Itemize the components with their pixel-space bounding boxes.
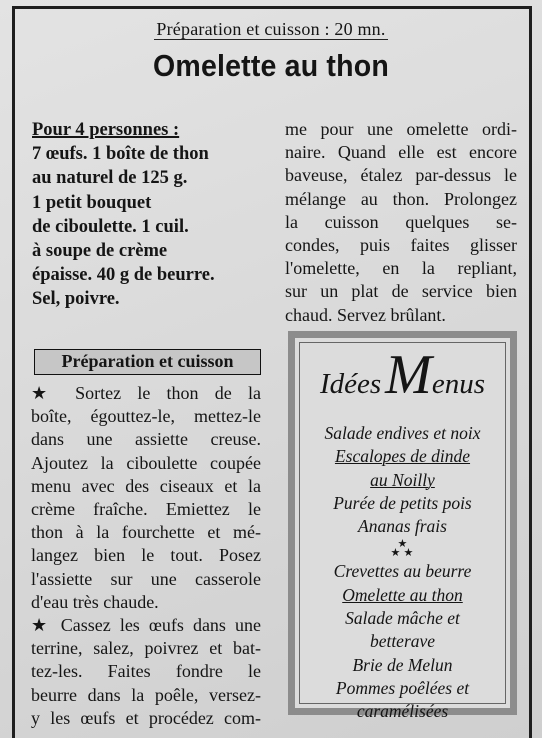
text-line: boîte, égouttez-le, mettez-le	[31, 406, 261, 427]
menu-item: Brie de Melun	[352, 654, 453, 675]
text-line: menu avec des ciseaux et la	[31, 475, 261, 496]
text-line: condes, puis faites glisser	[285, 235, 517, 256]
menu-title-initial: M	[385, 344, 432, 406]
ingredients-heading: Pour 4 personnes :	[32, 120, 180, 140]
prep-time	[0, 19, 542, 40]
menu-item: Crevettes au beurre	[333, 561, 472, 582]
menu-item-main: au Noilly	[370, 469, 435, 490]
text-line: chaud. Servez brûlant.	[285, 304, 446, 325]
menu-item: betterave	[369, 631, 436, 652]
ingredients-list	[32, 118, 272, 312]
text-line: sur un plat de service bien	[285, 281, 517, 302]
text-line: ★ Cassez les œufs dans une	[31, 615, 261, 636]
text-line: d'eau très chaude.	[31, 591, 159, 612]
preparation-text-right	[285, 118, 517, 327]
ingredient-line: au naturel de 125 g.	[32, 168, 188, 189]
ingredient-line: épaisse. 40 g de beurre.	[32, 265, 215, 286]
menu-item: Ananas frais	[358, 516, 447, 537]
text-line: terrine, salez, poivrez et bat-	[31, 638, 261, 659]
text-line: langez bien le tout. Posez	[31, 545, 261, 566]
text-line: la cuisson quelques se-	[285, 211, 517, 232]
menu-ideas-title	[300, 344, 505, 406]
ingredient-line: à soupe de crème	[32, 241, 168, 262]
text-line: baveuse, étalez par-dessus le	[285, 165, 517, 186]
recipe-title: Omelette au thon	[153, 48, 389, 83]
star-icon: ★	[403, 547, 414, 560]
stars-separator	[383, 538, 423, 560]
star-icon: ★	[390, 547, 401, 560]
text-line: naire. Quand elle est encore	[285, 142, 517, 163]
menu-title-word-1: Idées	[319, 368, 382, 400]
text-line: Ajoutez la ciboulette coupée	[31, 452, 261, 473]
prep-time-text: Préparation et cuisson : 20 mn.	[156, 19, 386, 39]
text-line: ★ Sortez le thon de la	[31, 383, 261, 403]
menu-item: Salade endives et noix	[324, 423, 481, 443]
text-line: beurre dans la poêle, versez-	[31, 684, 261, 705]
preparation-text-left	[31, 382, 261, 730]
text-line: l'omelette, en la repliant,	[285, 258, 517, 279]
menu-items	[300, 422, 505, 724]
menu-item: Pommes poêlées et	[335, 677, 470, 698]
text-line: me pour une omelette ordi-	[285, 119, 517, 139]
ingredient-line: 7 œufs. 1 boîte de thon	[32, 144, 209, 165]
text-line: tez-les. Faites fondre le	[31, 661, 261, 682]
ingredient-line: Sel, poivre.	[32, 289, 120, 310]
menu-item: caramélisées	[356, 701, 449, 722]
preparation-heading: Préparation et cuisson	[34, 349, 261, 375]
menu-item-main: Omelette au thon	[342, 584, 463, 605]
menu-item: Salade mâche et	[345, 608, 460, 629]
ingredient-line: de ciboulette. 1 cuil.	[32, 216, 189, 237]
text-line: crème fraîche. Emiettez le	[31, 499, 261, 520]
text-line: y les œufs et procédez com-	[31, 707, 261, 728]
text-line: thon à la fourchette et mé-	[31, 522, 261, 543]
text-line: l'assiette sur une casserole	[31, 568, 261, 589]
menu-ideas-inner	[299, 342, 506, 722]
menu-title-word-2: enus	[431, 368, 485, 400]
menu-ideas-box	[288, 331, 517, 722]
text-line: mélange au thon. Prolongez	[285, 188, 517, 209]
menu-item-main: Escalopes de dinde	[334, 446, 471, 467]
menu-item: Purée de petits pois	[333, 492, 472, 513]
ingredient-line: 1 petit bouquet	[32, 192, 152, 213]
star-icon: ★	[397, 538, 408, 551]
text-line: dans une assiette creuse.	[31, 429, 261, 450]
